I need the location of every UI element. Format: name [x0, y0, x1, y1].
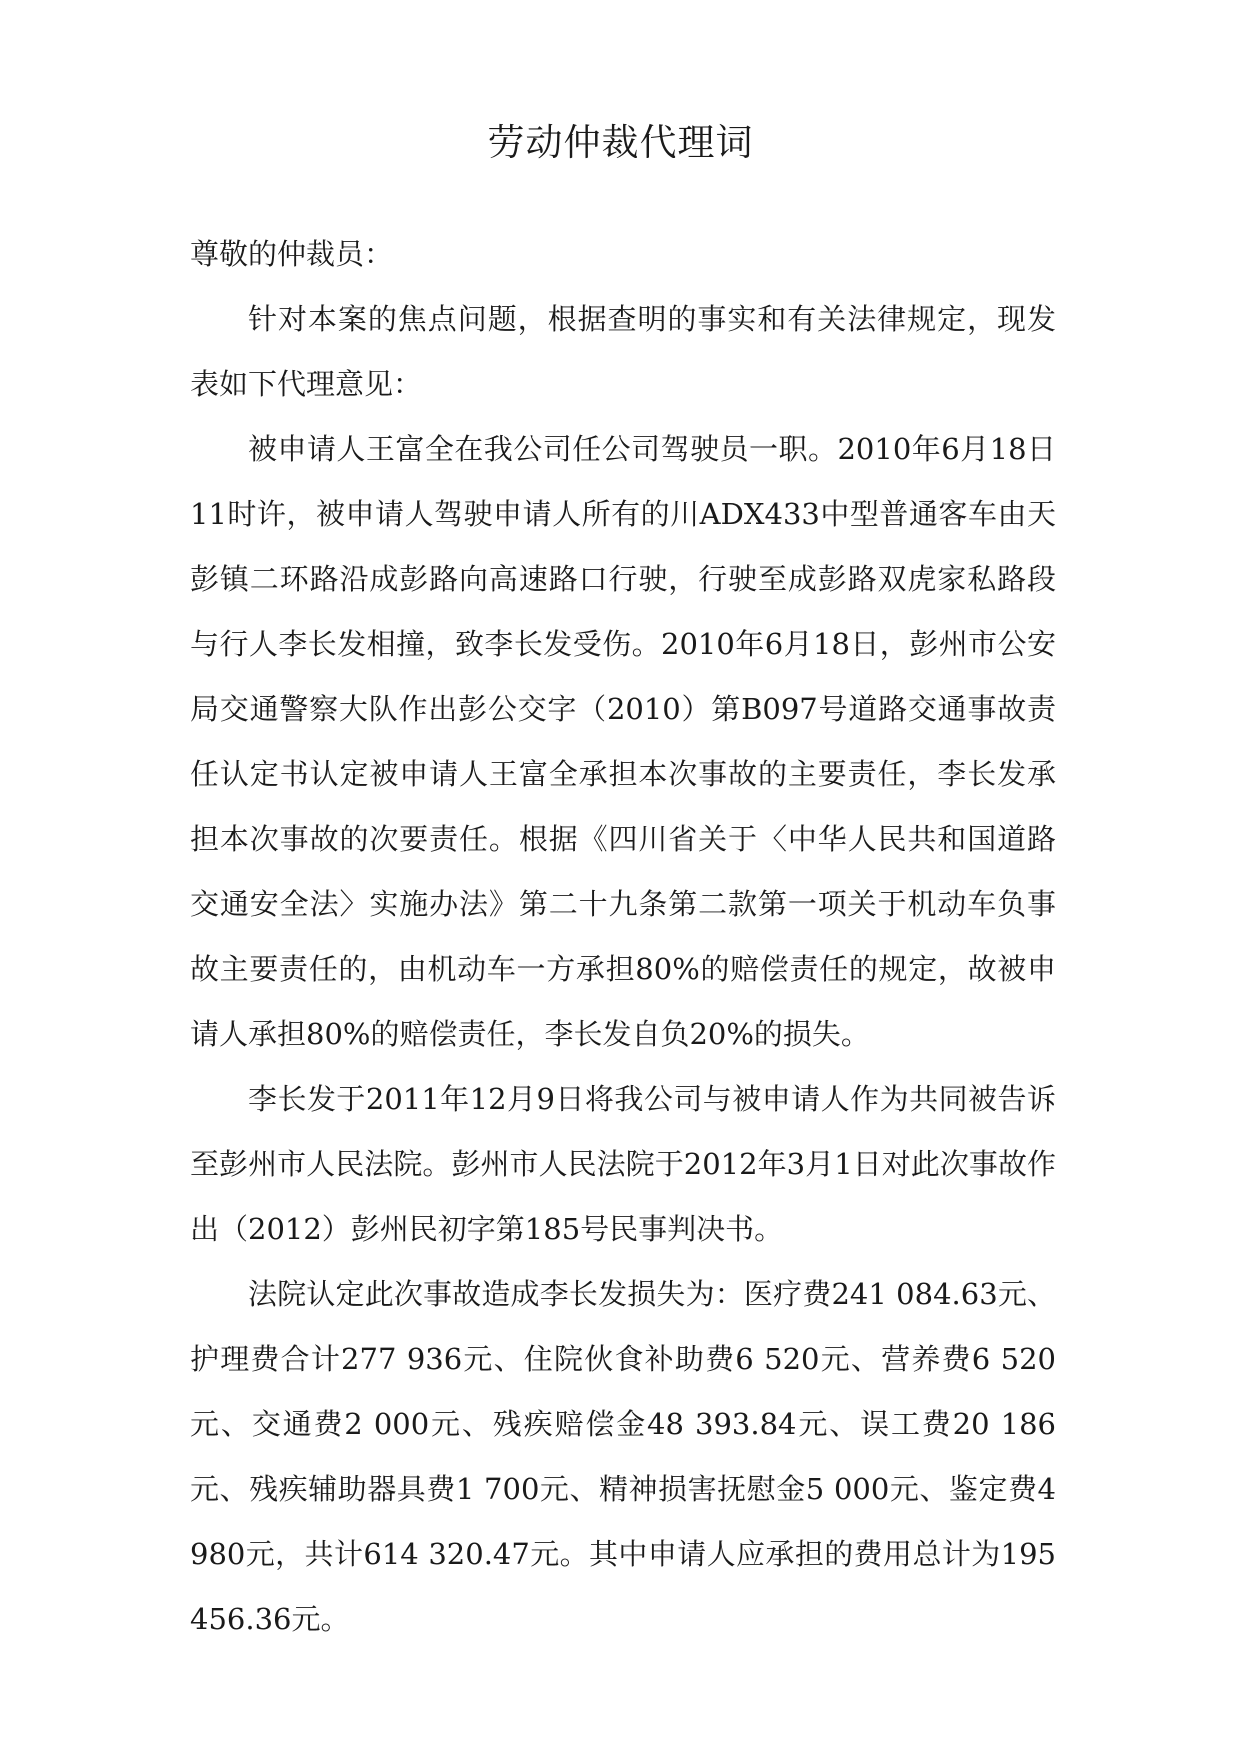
paragraph-losses: 法院认定此次事故造成李长发损失为：医疗费241 084.63元、护理费合计277 936元、住院伙食补助费6 520元、营养费6 520元、交通费2 000元、残疾赔偿金48 393.84元、误工费20 186元、残疾辅助器具费1 700元、精神损害抚慰金5 000元、鉴定费4 980元，共计614 320.47元。其中申请人应承担的费用总计为195 456.36元。 — [190, 1277, 1056, 1636]
paragraph-accident-facts: 被申请人王富全在我公司任公司驾驶员一职。2010年6月18日11时许，被申请人驾驶申请人所有的川ADX433中型普通客车由天彭镇二环路沿成彭路向高速路口行驶，行驶至成彭路双虎家私路段与行人李长发相撞，致李长发受伤。2010年6月18日，彭州市公安局交通警察大队作出彭公交字（2010）第B097号道路交通事故责任认定书认定被申请人王富全承担本次事故的主要责任，李长发承担本次事故的次要责任。根据《四川省关于〈中华人民共和国道路交通安全法〉实施办法》第二十九条第二款第一项关于机动车负事故主要责任的，由机动车一方承担80%的赔偿责任的规定，故被申请人承担80%的赔偿责任，李长发自负20%的损失。 — [190, 432, 1056, 1051]
salutation: 尊敬的仲裁员： — [190, 237, 394, 271]
paragraph-intro: 针对本案的焦点问题，根据查明的事实和有关法律规定，现发表如下代理意见： — [190, 302, 1056, 401]
paragraph-lawsuit: 李长发于2011年12月9日将我公司与被申请人作为共同被告诉至彭州市人民法院。彭州市人民法院于2012年3月1日对此次事故作出（2012）彭州民初字第185号民事判决书。 — [190, 1082, 1056, 1246]
document-title: 劳动仲裁代理词 — [487, 121, 754, 164]
document-body — [190, 222, 1056, 1652]
